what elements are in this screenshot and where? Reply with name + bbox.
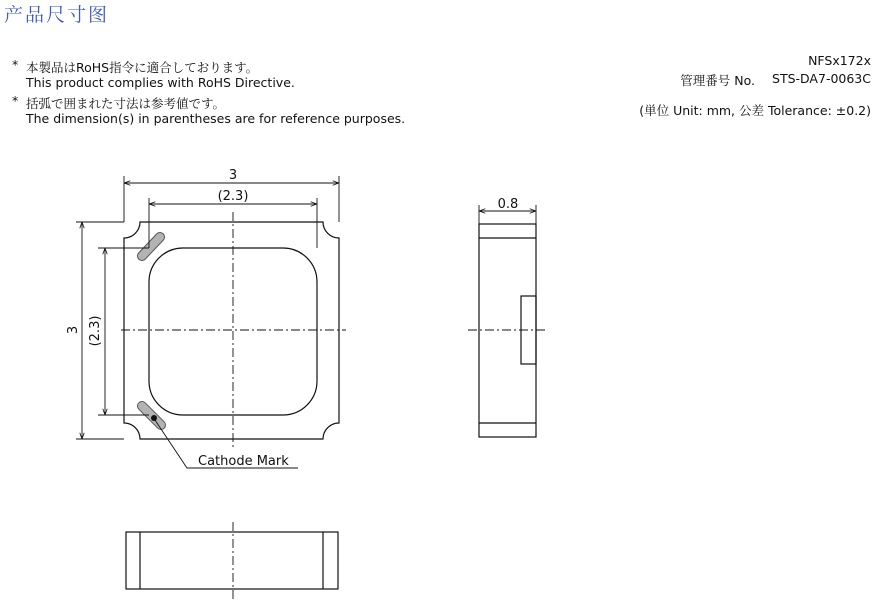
note-bullet-2: * xyxy=(12,93,19,108)
note-ref-en: The dimension(s) in parentheses are for reference purposes. xyxy=(26,111,406,126)
dim-side-thickness: 0.8 xyxy=(497,197,519,212)
cathode-dot xyxy=(151,415,157,421)
dim-left-inner-height: (2.3) xyxy=(88,315,103,347)
note-ref-jp: 括弧で囲まれた寸法は参考値です。 xyxy=(26,96,226,111)
bottom-view xyxy=(126,522,338,600)
note-bullet-1: * xyxy=(12,57,19,72)
note-rohs-jp: 本製品はRoHS指令に適合しております。 xyxy=(26,60,259,75)
tolerance-note: (単位 Unit: mm, 公差 Tolerance: ±0.2) xyxy=(639,103,871,118)
bottom-view-outline xyxy=(126,532,338,589)
cathode-label: Cathode Mark xyxy=(198,454,289,469)
page-title: 产品尺寸图 xyxy=(4,4,110,26)
dim-left-height: 3 xyxy=(66,325,81,335)
top-view xyxy=(121,212,346,448)
management-label: 管理番号 No. xyxy=(680,73,755,88)
side-view-outline xyxy=(479,224,536,437)
top-view-outline xyxy=(124,222,339,439)
note-rohs-en: This product complies with RoHS Directive. xyxy=(26,75,295,90)
side-view xyxy=(468,205,546,437)
part-number: NFSx172x xyxy=(808,53,871,68)
dim-top-inner-width: (2.3) xyxy=(217,189,249,204)
top-view-dimensions xyxy=(76,176,339,439)
dim-top-width: 3 xyxy=(228,168,238,183)
management-number: STS-DA7-0063C xyxy=(772,71,871,86)
